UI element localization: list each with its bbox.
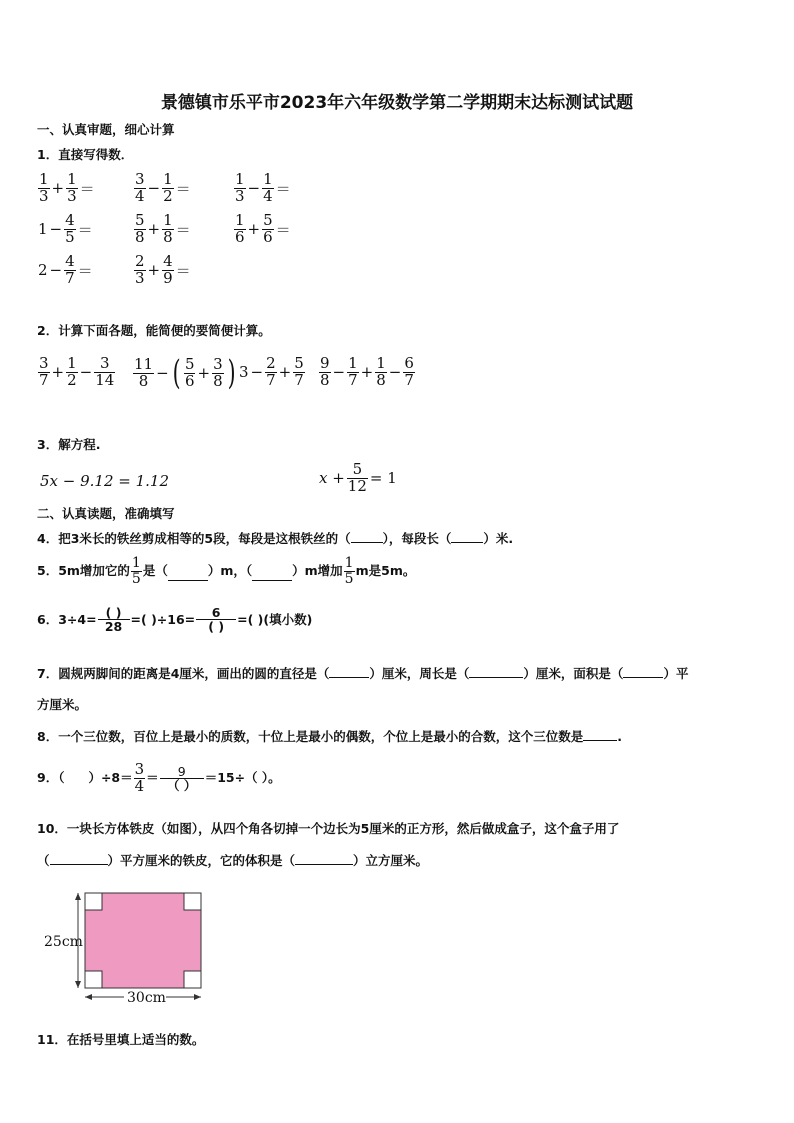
question-2-label: 2．计算下面各题，能简便的要简便计算。	[37, 323, 271, 338]
answer-blank[interactable]	[168, 562, 208, 581]
question-1-label: 1．直接写得数．	[37, 147, 134, 162]
cut-corner-square	[184, 893, 201, 910]
cut-corner-square	[184, 971, 201, 988]
question-9: 9．（ ）÷8＝ $\frac{3}{4}$ ＝ $\frac{9}{( )}$ ＝15÷（ ）。	[37, 760, 281, 795]
q1-problem: $\frac{3}{4}$ − $\frac{1}{2}$ ＝	[135, 170, 191, 205]
width-label: 30cm	[127, 990, 166, 1006]
q2-expression-4: $\frac{9}{8}$ − $\frac{1}{7}$ + $\frac{1}{8}$ − $\frac{6}{7}$	[320, 354, 414, 389]
equation-2: x + $\frac{5}{12}$ = 1	[319, 460, 397, 495]
question-7-line-1: 7．圆规两脚间的距离是4厘米，画出的圆的直径是（ ）厘米，周长是（ ）厘米，面积是（ ）平	[37, 666, 689, 681]
answer-blank[interactable]	[50, 864, 108, 865]
question-6: 6．3÷4= $\frac{( )}{28}$ =( )÷16= $\frac{6}{( )}$ =( )(填小数)	[37, 605, 313, 635]
answer-blank[interactable]	[469, 677, 523, 678]
arrow-left-icon	[85, 994, 92, 1000]
question-11: 11．在括号里填上适当的数。	[37, 1032, 205, 1047]
answer-blank[interactable]	[623, 677, 663, 678]
sheet-metal-figure	[40, 885, 220, 1010]
question-3-label: 3．解方程.	[37, 437, 101, 452]
answer-blank[interactable]	[351, 542, 383, 543]
question-8: 8．一个三位数，百位上是最小的质数，十位上是最小的偶数，个位上是最小的合数，这个三位数是 .	[37, 729, 622, 744]
answer-blank[interactable]: （ ）	[167, 777, 197, 793]
page-title: 景德镇市乐平市2023年六年级数学第二学期期末达标测试试题	[160, 93, 634, 113]
question-10-line-2: （ ）平方厘米的铁皮，它的体积是（ ）立方厘米。	[37, 853, 429, 868]
q2-expression-3: 3 − $\frac{2}{7}$ + $\frac{5}{7}$	[239, 354, 304, 389]
q1-problem: $\frac{5}{8}$ + $\frac{1}{8}$ ＝	[135, 211, 191, 246]
cut-corner-square	[85, 893, 102, 910]
question-5: 5．5m增加它的 $\frac{1}{5}$ 是（ ）m，（ ）m增加 $\frac{1}{5}$ m是5m。	[37, 555, 416, 587]
answer-blank[interactable]	[583, 740, 617, 741]
answer-blank[interactable]: ( )	[98, 606, 130, 620]
q1-problem: $\frac{1}{3}$ + $\frac{1}{3}$ ＝	[39, 170, 95, 205]
q1-problem: 1 − $\frac{4}{5}$ ＝	[38, 211, 93, 246]
section-heading-1: 一、认真审题，细心计算	[37, 122, 175, 137]
q1-problem: 2 − $\frac{4}{7}$ ＝	[38, 252, 93, 287]
answer-blank[interactable]	[295, 864, 353, 865]
question-4: 4．把3米长的铁丝剪成相等的5段，每段是这根铁丝的（ ），每段长（ ）米.	[37, 531, 514, 546]
cut-corner-square	[85, 971, 102, 988]
arrow-up-icon	[75, 893, 81, 900]
q1-problem: $\frac{1}{6}$ + $\frac{5}{6}$ ＝	[235, 211, 291, 246]
q1-problem: $\frac{2}{3}$ + $\frac{4}{9}$ ＝	[135, 252, 191, 287]
answer-blank[interactable]	[329, 677, 369, 678]
height-label: 25cm	[44, 934, 83, 950]
question-10-line-1: 10．一块长方体铁皮（如图），从四个角各切掉一个边长为5厘米的正方形，然后做成盒子，这个盒子用了	[37, 821, 620, 836]
arrow-right-icon	[194, 994, 201, 1000]
section-heading-2: 二、认真读题，准确填写	[37, 506, 175, 521]
answer-blank[interactable]	[451, 542, 483, 543]
answer-blank[interactable]: ( )	[208, 619, 225, 635]
question-7-line-2: 方厘米。	[37, 697, 88, 712]
q1-problem: $\frac{1}{3}$ − $\frac{1}{4}$ ＝	[235, 170, 291, 205]
equation-1: 5x − 9.12 = 1.12	[40, 472, 170, 490]
q2-expression-2: $\frac{11}{8}$ − ( $\frac{5}{6}$ + $\frac{3}{8}$ )	[134, 353, 236, 393]
answer-blank[interactable]	[252, 562, 292, 581]
arrow-down-icon	[75, 981, 81, 988]
q2-expression-1: $\frac{3}{7}$ + $\frac{1}{2}$ − $\frac{3}{14}$	[39, 354, 115, 389]
